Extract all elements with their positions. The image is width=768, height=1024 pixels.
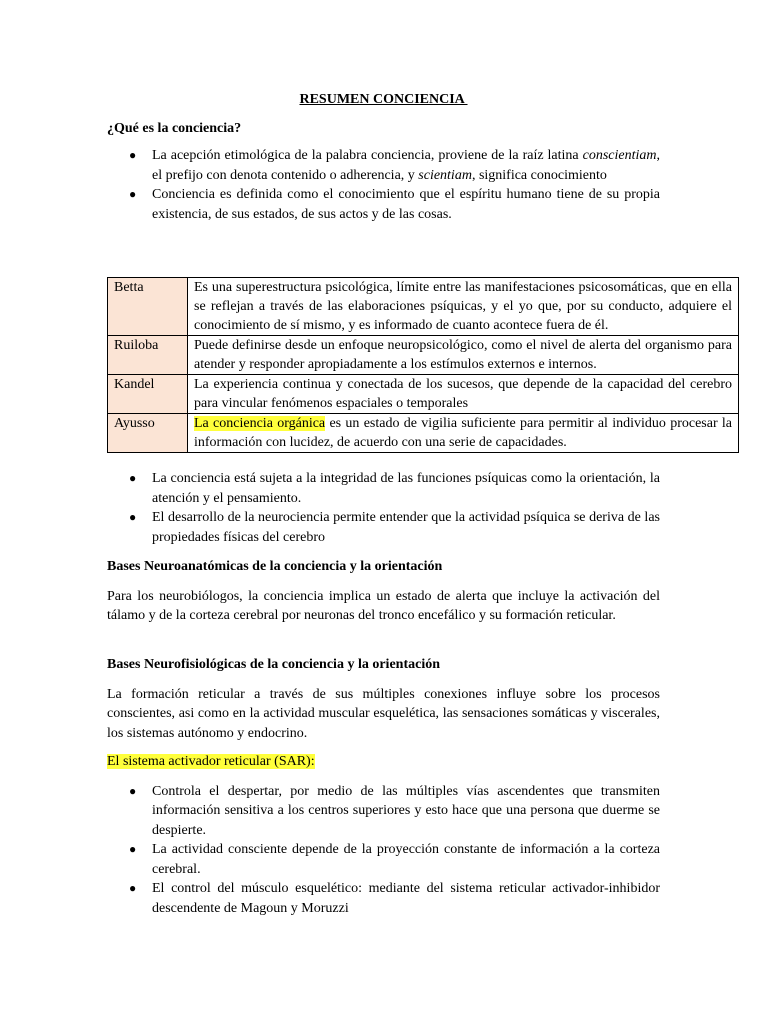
bullet-text: , significa conocimiento xyxy=(471,167,607,183)
highlighted-text: La conciencia orgánica xyxy=(194,416,326,431)
sar-heading-line xyxy=(107,752,660,772)
italic-term: scientiam xyxy=(418,167,472,183)
bullet-icon: ● xyxy=(129,842,137,856)
definition-cell: Es una superestructura psicológica, límite entre las manifestaciones psicosomáticas, que en ella se reflejan a través de las elaboraciones psíquicas, y el yo que, por su conducto, adquiere el conocimiento de sí mismo, y es informado de cuanto acontece fuera de él. xyxy=(188,278,739,336)
definition-cell: Puede definirse desde un enfoque neuropsicológico, como el nivel de alerta del organismo para atender y responder apropiadamente a los estímulos externos e internos. xyxy=(188,336,739,375)
bullet-text: El desarrollo de la neurociencia permite entender que la actividad psíquica se deriva de las propiedades físicas del cerebro xyxy=(152,510,660,545)
neuroanatomicas-paragraph: Para los neurobiólogos, la conciencia implica un estado de alerta que incluye la activación del tálamo y de la corteza cerebral por neuronas del tronco encefálico y su formación reticular. xyxy=(107,588,660,623)
neuroanatomicas-block xyxy=(107,557,660,626)
document-title: RESUMEN CONCIENCIA xyxy=(299,92,468,107)
bullet-icon: ● xyxy=(129,471,137,485)
bullet-text: La conciencia está sujeta a la integridad de las funciones psíquicas como la orientación, la atención y el pensamiento. xyxy=(152,471,660,506)
definition-text: es un estado de vigilia suficiente para permitir al individuo procesar la información con lucidez, de acuerdo con una serie de capacidades. xyxy=(194,416,733,450)
neurofisiologicas-paragraph: La formación reticular a través de sus múltiples conexiones influye sobre los procesos conscientes, asi como en la actividad muscular esquelética, las sensaciones somáticas y viscerales, los sistemas autónomo y endocrino. xyxy=(107,686,660,741)
section-heading-neuroanatomicas: Bases Neuroanatómicas de la conciencia y la orientación xyxy=(107,559,443,574)
bullet-text: , el prefijo con denota contenido o adherencia, y xyxy=(152,148,660,183)
list-item xyxy=(107,469,660,508)
sar-bullet-list xyxy=(107,782,660,919)
bullet-icon: ● xyxy=(129,148,137,162)
list-item xyxy=(107,840,660,879)
bullet-icon: ● xyxy=(129,881,137,895)
definition-cell xyxy=(188,414,739,453)
bullet-text: La acepción etimológica de la palabra conciencia, proviene de la raíz latina xyxy=(152,148,583,163)
bullet-text: Controla el despertar, por medio de las múltiples vías ascendentes que transmiten información sensitiva a los centros superiores y esto hace que una persona que duerme se despierte. xyxy=(152,783,660,838)
definition-cell: La experiencia continua y conectada de los sucesos, que depende de la capacidad del cerebro para vincular fenómenos espaciales o temporales xyxy=(188,375,739,414)
bullet-text: El control del músculo esquelético: mediante del sistema reticular activador-inhibidor descendente de Magoun y Moruzzi xyxy=(152,881,660,916)
table-row xyxy=(108,278,739,336)
italic-term: conscientiam xyxy=(582,148,657,163)
list-item xyxy=(107,185,660,224)
table-row xyxy=(108,336,739,375)
author-cell: Ayusso xyxy=(108,414,188,453)
conciencia-bullet-list xyxy=(107,469,660,547)
list-item xyxy=(107,508,660,547)
definition-bullet-list xyxy=(107,146,660,224)
section-heading-que-es: ¿Qué es la conciencia? xyxy=(107,120,242,136)
list-item xyxy=(107,146,660,185)
section-heading-neurofisiologicas: Bases Neurofisiológicas de la conciencia y la orientación xyxy=(107,657,440,672)
author-cell: Kandel xyxy=(108,375,188,414)
conciencia-bullets-block xyxy=(107,469,660,547)
section-heading-sar: El sistema activador reticular (SAR): xyxy=(107,754,315,769)
table-row xyxy=(108,375,739,414)
list-item xyxy=(107,782,660,841)
bullet-icon: ● xyxy=(129,783,137,798)
authors-definitions-table xyxy=(107,277,739,453)
bullet-text: Conciencia es definida como el conocimiento que el espíritu humano tiene de su propia existencia, de sus estados, de sus actos y de las cosas. xyxy=(152,187,660,222)
bullet-icon: ● xyxy=(129,187,137,201)
table-row xyxy=(108,414,739,453)
author-cell: Ruiloba xyxy=(108,336,188,375)
sar-block xyxy=(107,752,660,918)
neurofisiologicas-block xyxy=(107,655,660,743)
author-cell: Betta xyxy=(108,278,188,336)
list-item xyxy=(107,879,660,918)
bullet-text: La actividad consciente depende de la proyección constante de información a la corteza cerebral. xyxy=(152,842,660,877)
bullet-icon: ● xyxy=(129,510,137,524)
intro-block xyxy=(107,90,660,224)
